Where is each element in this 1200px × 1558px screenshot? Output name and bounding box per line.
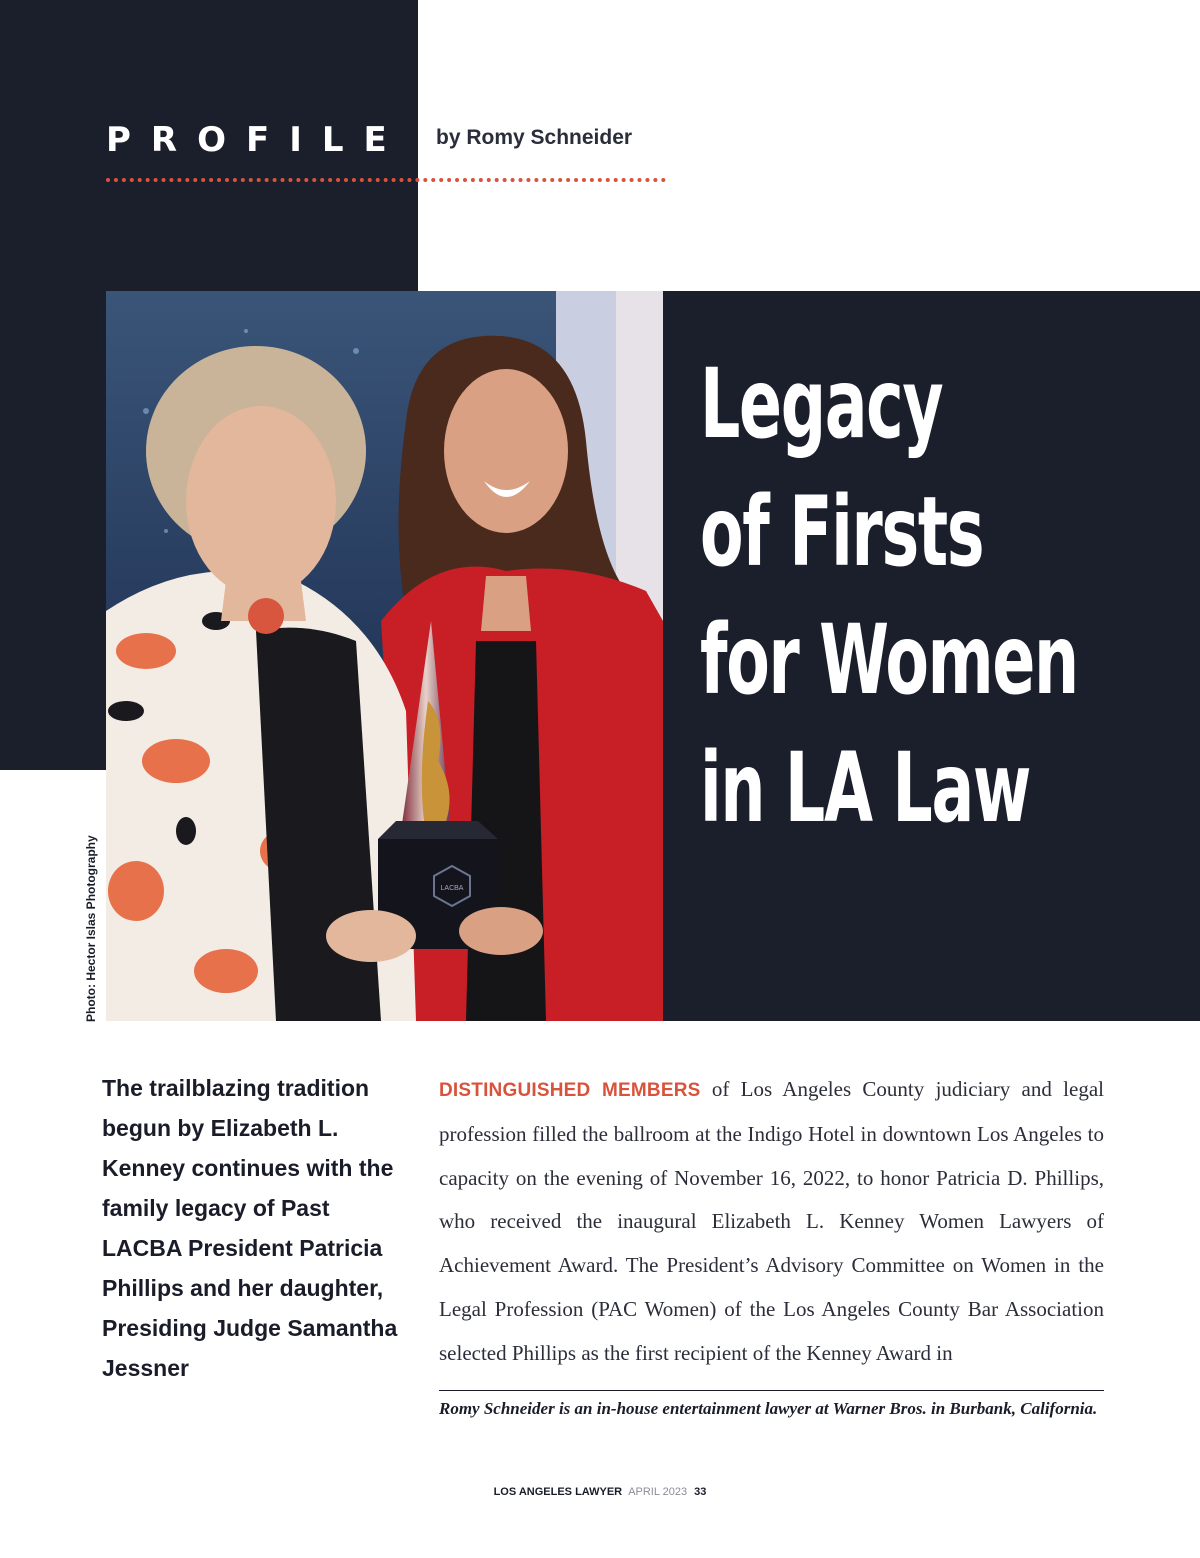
photo-illustration (106, 291, 663, 1021)
trophy-label: LACBA (440, 885, 464, 892)
photo-credit: Photo: Hector Islas Photography (84, 835, 98, 1022)
byline: by Romy Schneider (436, 126, 633, 149)
dotted-divider (106, 178, 666, 182)
footer-issue-date: APRIL 2023 (628, 1486, 688, 1498)
headline-line: of Firsts (700, 476, 984, 588)
footer-page-number: 33 (694, 1486, 707, 1498)
author-note-divider (439, 1390, 1104, 1391)
body-paragraph: of Los Angeles County judiciary and legal profession filled the ballroom at the Indigo Hotel in downtown Los Angeles to capacity on the evening of November 16, 2022, to honor Patricia D. Phillips, who received the inaugural Elizabeth L. Kenney Women Lawyers of Achievement Award. The President’s Advisory Committee on Women in the Legal Profession (PAC Women) of the Los Angeles County Bar Association selected Phillips as the first recipient of the Kenney Award in (439, 1077, 1104, 1365)
author-note: Romy Schneider is an in-house entertainment lawyer at Warner Bros. in Burbank, California. (439, 1399, 1098, 1418)
article-deck: The trailblazing tradition begun by Elizabeth L. Kenney continues with the family legacy of Past LACBA President Patricia Phillips and her daughter, Presiding Judge Samantha Jessner (102, 1075, 398, 1381)
feature-photo (106, 291, 663, 1021)
section-label: PROFILE (106, 120, 407, 160)
headline-line: in LA Law (700, 732, 1031, 844)
lead-in: DISTINGUISHED MEMBERS (439, 1080, 701, 1101)
page-footer (0, 1486, 1200, 1498)
footer-publication: LOS ANGELES LAWYER (493, 1486, 623, 1498)
headline-line: Legacy (700, 348, 943, 460)
headline (700, 340, 1078, 852)
headline-line: for Women (700, 604, 1078, 716)
article-body (439, 1068, 1104, 1376)
